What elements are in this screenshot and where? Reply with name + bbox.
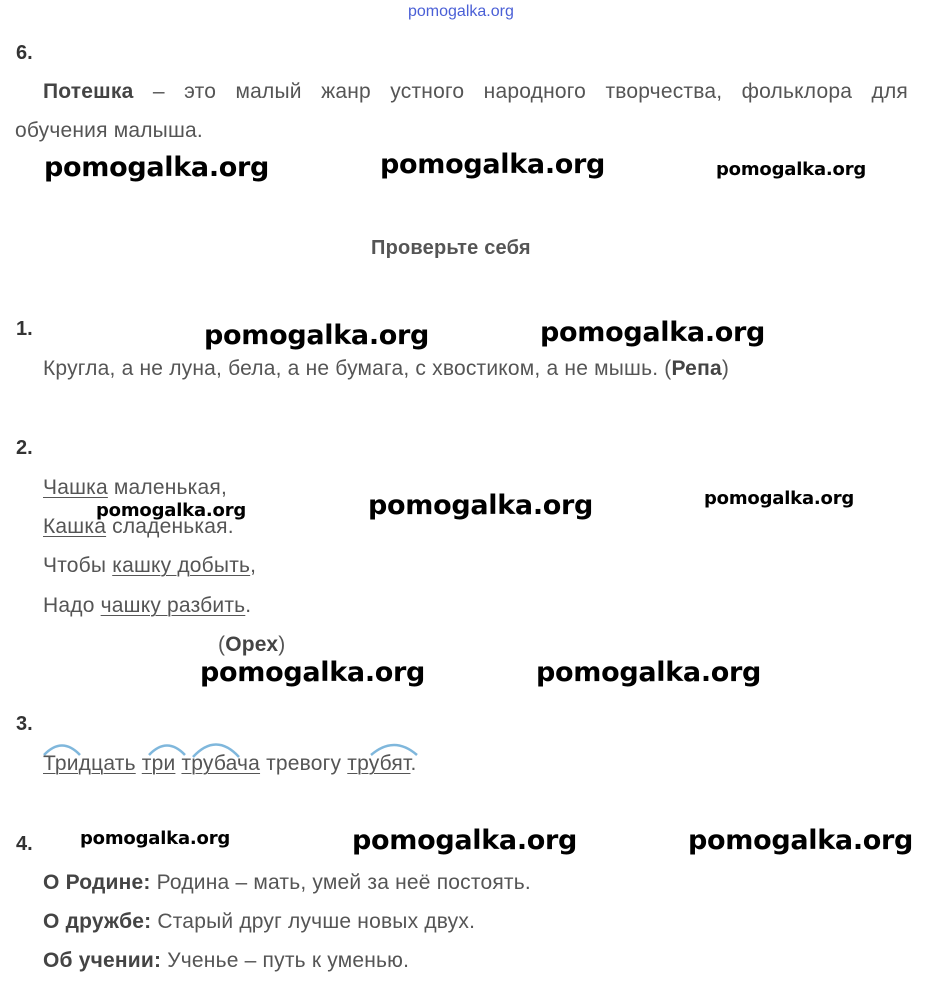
poteshka-line-4: Надо чашку разбить. <box>43 594 252 617</box>
top-watermark: pomogalka.org <box>408 3 514 20</box>
watermark: pomogalka.org <box>200 657 426 688</box>
poteshka-line-3: Чтобы кашку добыть, <box>43 554 257 577</box>
watermark: pomogalka.org <box>352 825 578 856</box>
task-6-line-1: Потешка – это малый жанр устного народного творчества, фольклора для <box>43 80 908 103</box>
tongue-twister: Тридцать три трубача тревогу трубят. <box>43 752 417 775</box>
proverb-motherland: О Родине: Родина – мать, умей за неё постоять. <box>43 871 531 894</box>
riddle-1-text: Кругла, а не луна, бела, а не бумага, с хвостиком, а не мышь. (Репа) <box>43 357 730 380</box>
question-1-number: 1. <box>16 318 33 340</box>
watermark: pomogalka.org <box>44 152 270 183</box>
section-title: Проверьте себя <box>371 237 531 259</box>
question-2-number: 2. <box>16 437 33 459</box>
question-4-number: 4. <box>16 833 33 855</box>
watermark: pomogalka.org <box>688 825 914 856</box>
task-6-line-2: обучения малыша. <box>15 119 203 142</box>
poteshka-line-1: Чашка маленькая, <box>43 476 228 499</box>
watermark: pomogalka.org <box>380 149 606 180</box>
watermark: pomogalka.org <box>716 159 867 180</box>
question-3-number: 3. <box>16 713 33 735</box>
watermark: pomogalka.org <box>704 488 855 509</box>
watermark: pomogalka.org <box>204 320 430 351</box>
poteshka-line-2: Кашка сладенькая. <box>43 515 234 538</box>
term-poteshka: Потешка <box>43 80 134 103</box>
watermark: pomogalka.org <box>368 490 594 521</box>
riddle-1-answer: Репа <box>671 357 722 380</box>
watermark: pomogalka.org <box>96 500 247 521</box>
proverb-learning: Об учении: Ученье – путь к уменью. <box>43 949 410 972</box>
watermark: pomogalka.org <box>536 657 762 688</box>
riddle-2-answer: (Орех) <box>218 633 286 656</box>
watermark: pomogalka.org <box>80 828 231 849</box>
watermark: pomogalka.org <box>540 317 766 348</box>
task-6-number: 6. <box>16 42 33 64</box>
proverb-friendship: О дружбе: Старый друг лучше новых двух. <box>43 910 476 933</box>
